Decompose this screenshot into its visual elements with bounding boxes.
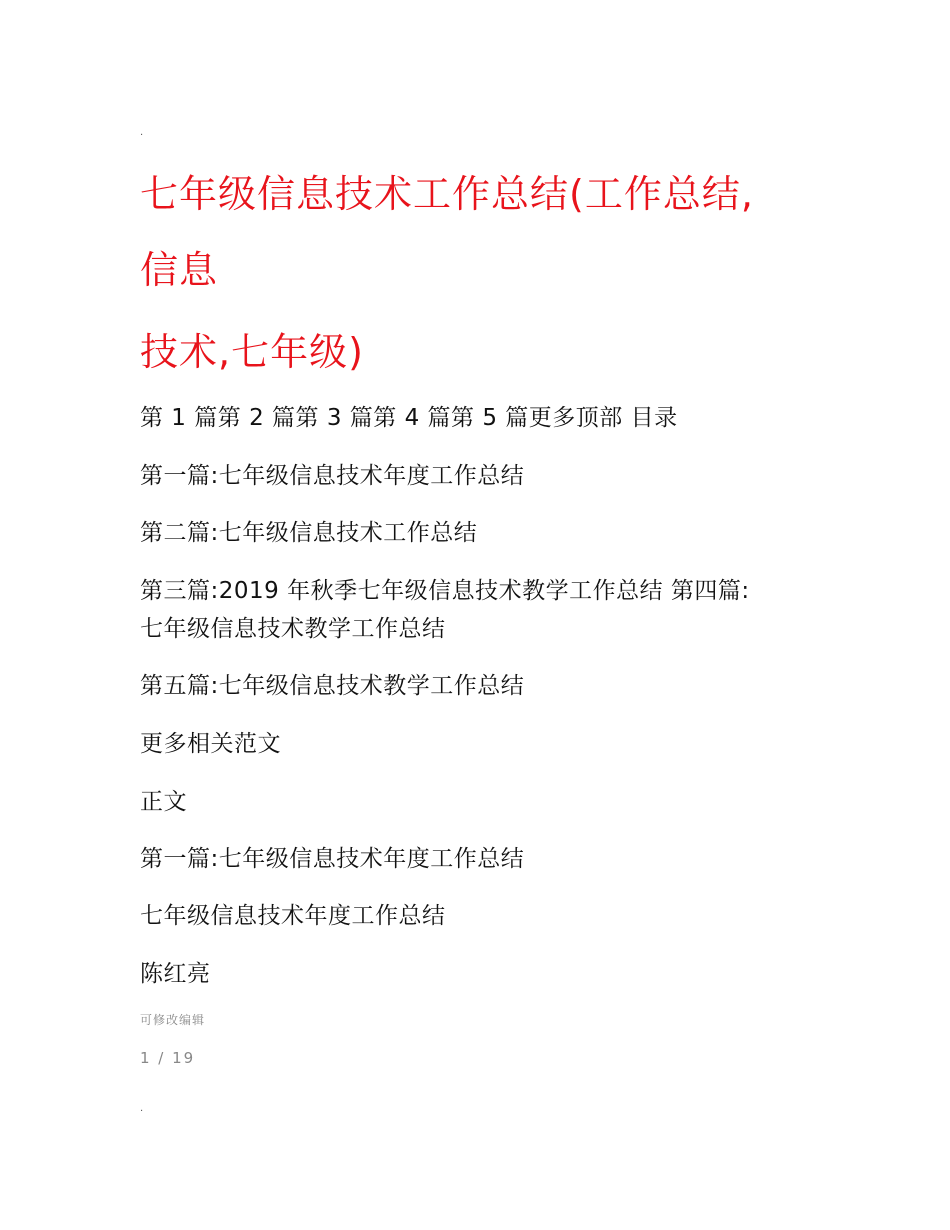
section-subtitle: 七年级信息技术年度工作总结 xyxy=(140,903,446,929)
section-title: 第一篇:七年级信息技术年度工作总结 xyxy=(140,846,525,872)
toc-item-4: 七年级信息技术教学工作总结 xyxy=(140,616,446,642)
document-title xyxy=(140,172,840,374)
body-heading: 正文 xyxy=(140,789,187,815)
title-line-3: 技术,七年级) xyxy=(140,330,364,374)
toc-item-1: 第一篇:七年级信息技术年度工作总结 xyxy=(140,463,525,489)
page-indicator: 1 / 19 xyxy=(140,1049,196,1067)
title-line-1: 七年级信息技术工作总结(工作总结, xyxy=(140,172,754,216)
more-related-heading: 更多相关范文 xyxy=(140,731,281,757)
top-mark: . xyxy=(140,127,144,138)
toc-item-5: 第五篇:七年级信息技术教学工作总结 xyxy=(140,673,525,699)
toc-item-3: 第三篇:2019 年秋季七年级信息技术教学工作总结 第四篇: xyxy=(140,578,750,604)
toc-navigation: 第 1 篇第 2 篇第 3 篇第 4 篇第 5 篇更多顶部 目录 xyxy=(140,405,678,431)
footer-note: 可修改编辑 xyxy=(140,1013,206,1027)
toc-item-2: 第二篇:七年级信息技术工作总结 xyxy=(140,520,478,546)
bottom-mark: . xyxy=(140,1103,144,1114)
title-line-2: 信息 xyxy=(140,248,219,292)
author-name: 陈红亮 xyxy=(140,961,211,987)
